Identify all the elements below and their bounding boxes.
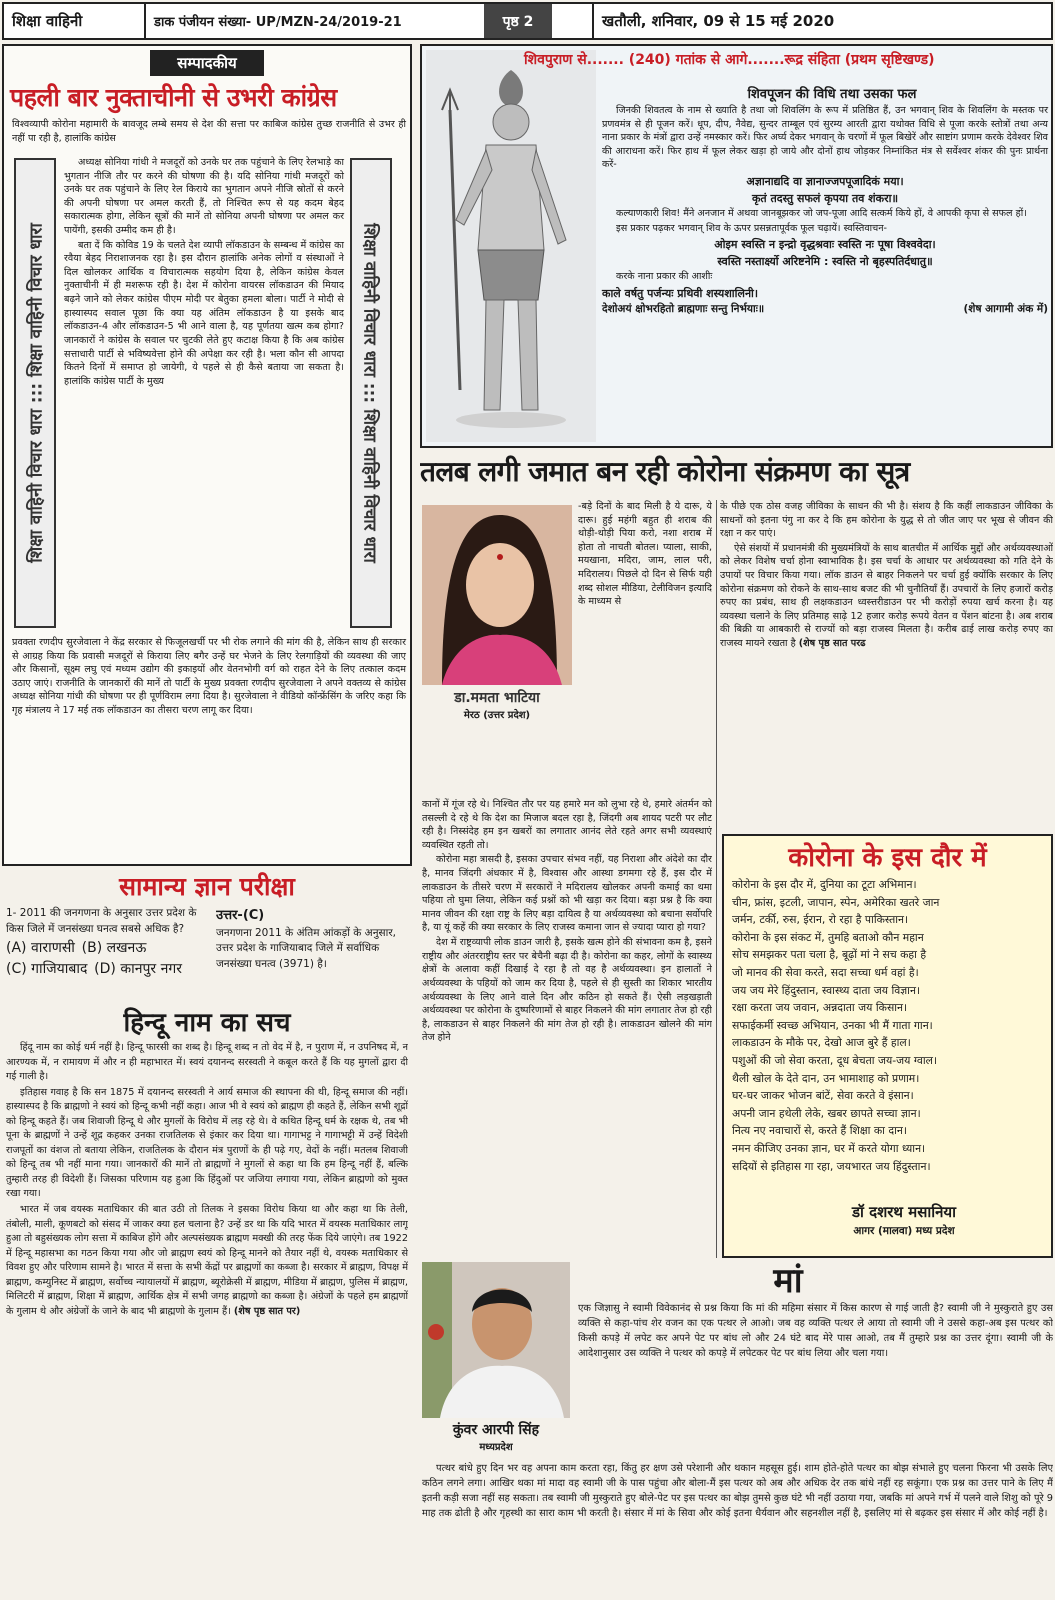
author-name: कुंवर आरपी सिंह xyxy=(452,1422,540,1438)
maa-article-paragraph: एक जिज्ञासु ने स्वामी विवेकानंद से प्रश्न किया कि मां की महिमा संसार में किस कारण से गाई जाती है? स्वामी जी ने मुस्कुराते हुए उस व्यक्ति से कहा-पांच शेर वजन का एक पत्थर ले आओ। जब वह व्यक्ति पत्थर ले आया तो स्वामी जी ने उससे कहा-अब इस पत्थर को किसी कपड़े में लपेट कर अपने पेट पर बांध लो और 24 घंटे बाद मेरे पास आओ, तब मैं तुम्हारे प्रश्न का उत्तर दूंगा। स्वामी जी के आदेशानुसार उस व्यक्ति ने पत्थर को कपड़े में लपेटकर पेट पर बांध लिया और चला गया। xyxy=(578,1303,1053,1359)
shiv-closing-line xyxy=(602,302,1048,317)
author-place: मेरठ (उत्तर प्रदेश) xyxy=(463,710,531,721)
vertical-banner-right xyxy=(350,158,392,628)
date-line: खतौली, शनिवार, 09 से 15 मई 2020 xyxy=(602,12,835,30)
gk-option: (D) कानपुर नगर xyxy=(94,960,182,977)
poem-line: कोरोना के इस संकट में, तुमहि बताओ कौन महान xyxy=(732,930,924,944)
article-paragraph: पत्थर बांधे हुए दिन भर वह अपना काम करता रहा, किंतु हर क्षण उसे परेशानी और थकान महसूस हुई। शाम होते-होते पत्थर का बोझ संभाले हुए चलना फिरना भी उसके लिए कठिन लगने लगा। आखिर थका मां मादा वह स्वामी जी के पास पहुंचा और बोला-मैं इस पत्थर को अब और अधिक देर तक बांधे नहीं रह सकूंगा। एक प्रश्न का उत्तर पाने के लिए मैं इतनी कड़ी सजा नहीं सह सकता। तब स्वामी जी मुस्कुराते हुए बोले-पेट पर इस पत्थर का बोझ तुमसे कुछ घंटे भी नहीं उठाया गया, जबकि मां अपने गर्भ में पलने वाले शिशु को पूरे 9 माह तक ढोती है और गृहस्थी का सारा काम भी करती है। संसार में मां के सिवा और कोई इतना धैर्यवान और सहनशील नहीं है, इसलिए मां से बढ़कर इस संसार में और कोई नहीं है। xyxy=(422,1463,1053,1519)
editorial-box xyxy=(2,44,412,866)
page-number: पृष्ठ 2 xyxy=(484,4,552,38)
mantra: स्वस्ति नस्तार्क्ष्यो अरिष्टनेमि : स्वस्ति नो बृहस्पतिर्दधातु॥ xyxy=(717,255,933,269)
poem-line: जो मानव की सेवा करते, सदा सच्चा धर्म वहां है। xyxy=(732,965,919,979)
masthead-bar xyxy=(2,2,1053,40)
poem-line: अपनी जान हथेली लेके, खबर छापते सच्चा ज्ञान। xyxy=(732,1106,921,1120)
main-headline: तलब लगी जमात बन रही कोरोना संक्रमण का सूत्र xyxy=(420,455,910,488)
gk-option: (C) गाजियाबाद xyxy=(6,960,88,977)
hindu-article-body xyxy=(6,1041,408,1597)
poem-line: सोच समझकर पता चला है, बूढ़ों मां ने सच कहा है xyxy=(732,948,927,962)
mantra: कृतं तदस्तु सफलं कृपया तव शंकरा॥ xyxy=(751,192,899,206)
shiv-purana-body xyxy=(602,104,1048,444)
article-column xyxy=(422,798,712,1254)
banner-text: शिक्षा वाहिनी विचार धारा ::: शिक्षा वाहिनी विचार धारा xyxy=(26,223,47,563)
maa-article-paragraph xyxy=(422,1462,1053,1598)
column-divider xyxy=(716,500,717,1258)
gk-question-text: 1- 2011 की जनगणना के अनुसार उत्तर प्रदेश के किस जिले में जनसंख्या घनत्व सबसे अधिक है? xyxy=(6,907,197,935)
mantra: अज्ञानाद्यदि वा ज्ञानाज्जपपूजादिकं मया। xyxy=(746,175,904,189)
gk-answer-text: जनगणना 2011 के अंतिम आंकड़ों के अनुसार, उत्तर प्रदेश के गाजियाबाद जिले में सर्वाधिक जनसंख्या घनत्व (3971) है। xyxy=(216,926,396,970)
poem-author-place: आगर (मालवा) मध्य प्रदेश xyxy=(853,1225,955,1237)
editorial-paragraph: अध्यक्ष सोनिया गांधी ने मजदूरों को उनके घर तक पहुंचाने के लिए रेलभाड़े का भुगतान नीजि तौर पर करने की घोषणा की है। यदि सोनिया गांधी मजदूरों को उनके घर तक पहुंचाने के लिए रेल किराये का भुगतान अपने नीजि स्रोतों से करने की अपनी घोषणा पर अमल करती हैं, तो निश्चित रूप से यह कदम बेहद सकारात्मक होगा, लेकिन सूत्रों की मानें तो सोनिया अपनी घोषणा पर अमल कर पायेंगी, इसकी उम्मीद कम ही है। xyxy=(64,157,344,237)
poem-line: चीन, फ्रांस, इटली, जापान, स्पेन, अमेरिका खतरे जान xyxy=(732,895,940,909)
editorial-body xyxy=(64,156,344,634)
article-paragraph: के पीछे एक ठोस वजह जीविका के साधन की भी है। संशय है कि कहीं लाकडाउन जीविका के साधनों को इतना पंगु ना कर दे कि हम कोरोना के युद्ध से तो जीत जाए पर भूख से जीवन की रक्षा न कर पाएं। xyxy=(720,501,1053,540)
poem-line: सदियों से इतिहास गा रहा, जयभारत जय हिंदुस्तान। xyxy=(732,1159,931,1173)
vertical-banner-left xyxy=(14,158,56,628)
poem-line: घर-घर जाकर भोजन बांटें, सेवा करते वे इंसान। xyxy=(732,1089,914,1103)
gk-quiz-title: सामान्य ज्ञान परीक्षा xyxy=(119,872,295,901)
poem-line: नित्य नए नवाचारों से, करते हैं शिक्षा का दान। xyxy=(732,1124,907,1138)
shiv-purana-box xyxy=(420,44,1053,448)
article-paragraph xyxy=(720,542,1053,651)
editorial-paragraph: बता दें कि कोविड 19 के चलते देश व्यापी लॉकडाउन के सम्बन्ध में कांग्रेस का रवैया बेहद निराशाजनक रहा है। इस दौरान हालांकि अनेक लोगों व संस्थाओं ने दिल खोलकर आर्थिक व विचारात्मक सहयोग दिया है, लेकिन कांग्रेस केवल नुक्ताचीनी में ही मशरूफ रही है। देश में कोरोना वायरस लॉकडाउन की मियाद बढ़ने जाने को लेकर कांग्रेस पीएम मोदी पर बेतुका हमला बोला। पार्टी ने मोदी से हास्यास्पद सवाल पूछा कि क्या यह अंतिम लॉकडाउन है या इसके बाद लॉकडाउन-4 और लॉकडाउन-5 भी आने वाला है, यह पूर्णतया खत्म कब होगा? जानकारों ने कांग्रेस के सवाल पर चुटकी लेते हुए कटाक्ष किया है कि अब कांग्रेस सत्ताधारी पार्टी से भविष्यवेत्ता होने की अपेक्षा कर रही है। भला कौन सी आपदा कितने दिनों में समाप्त हो जायेगी, ये पहले से ही कैसे बताया जा सकता है। हालांकि कांग्रेस पार्टी के मुख्य xyxy=(64,239,344,387)
author-name: डा.ममता भाटिया xyxy=(454,690,540,706)
paragraph-text: भारत में जब वयस्क मताधिकार की बात उठी तो तिलक ने इसका विरोध किया था और कहा था कि तेली, तंबोली, माली, कूणबटो को संसद में जाकर क्या हल चलाना है? उन्हें डर था कि यदि भारत में वयस्क मताधिकार लागू हुआ तो बहुसंख्यक लोग सत्ता में काबिज होंगे और अल्पसंख्यक ब्राह्मण मक्खी की तरह फेंक दिये जाएंगे। तब 1922 में हिन्दू महासभा का गठन किया गया और जो ब्राह्मण स्वयं को हिन्दू मानने को तैयार नहीं थे, वयस्क मताधिकार से विवश हुए और परिणाम सामने है। भारत में सत्ता के सभी केंद्रों पर ब्राह्मणों का कब्जा है। सरकार में ब्राह्मण, विपक्ष में ब्राह्मण, कम्युनिस्ट में ब्राह्मण, सर्वोच्च न्यायालयों में ब्राह्मण, ब्यूरोक्रेसी में ब्राह्मण, मीडिया में ब्राह्मण, पुलिस में ब्राह्मण, मिलिटरी में ब्राह्मण, शिक्षा में ब्राह्मण, आर्थिक क्षेत्र में सभी जगह ब्राह्मणो का कब्जा है। अंग्रेजों के पहले हम ब्राह्मणों के गुलाम थे और अंग्रेजों के जाने के बाद भी ब्राह्मणो के गुलाम हैं। xyxy=(6,1204,408,1317)
poem-line: जर्मन, टर्की, रुस, ईरान, रो रहा है पाकिस्तान। xyxy=(732,913,909,927)
author-byline xyxy=(422,1420,570,1453)
editorial-headline: पहली बार नुक्ताचीनी से उभरी कांग्रेस xyxy=(10,83,337,112)
gk-answer xyxy=(216,906,410,1002)
article-column xyxy=(720,500,1053,830)
mantra: ओइम स्वस्ति न इन्द्रो वृद्धश्रवाः स्वस्ति नः पूषा विश्ववेदा। xyxy=(714,238,936,252)
author-place: मध्यप्रदेश xyxy=(479,1442,513,1453)
editorial-badge: सम्पादकीय xyxy=(150,50,264,76)
editorial-intro: विश्वव्यापी कोरोना महामारी के बावजूद लम्बे समय से देश की सत्ता पर काबिज कांग्रेस तुच्छ राजनीति से उभर ही नहीं पा रही है, हालांकि कांग्रेस xyxy=(12,119,406,144)
mantra: काले वर्षतु पर्जन्यः प्रथिवी शस्यशालिनी। xyxy=(602,287,759,301)
gk-answer-label: उत्तर-(C) xyxy=(216,908,265,923)
gk-option: (A) वाराणसी xyxy=(6,939,75,956)
poem-title: कोरोना के इस दौर में xyxy=(788,843,987,873)
article-paragraph: कोरोना महा त्रासदी है, इसका उपचार संभव नहीं, यह निराशा और अंदेशे का दौर है, मानव जिंदगी अंधकार में है, विश्वास और आस्था डगमगा रहे हैं, इस दौर में लाकडाउन के तीसरे चरण में सरकारों ने मदिरालय खोलकर अपनी कमाई का थमा पहिया तो घुमा लिया, लेकिन कई प्रश्नों को भी खड़ा कर दिया। बड़ा प्रश्न है कि क्या मानव जीवन की रक्षा राष्ट्र के लिए बड़ा दायित्व है या अर्थव्यवस्था को बचाना सर्वोपरि है, या यूं कहें की क्या सरकार के लिए राजस्व कमाना जान से ज्यादा प्यारा हो गया? xyxy=(422,854,712,934)
poem-box xyxy=(722,834,1053,1258)
registration-number: डाक पंजीयन संख्या- UP/MZN-24/2019-21 xyxy=(154,15,402,30)
continued-note: (शेष पृष्ठ सात पर) xyxy=(233,1305,301,1317)
article-paragraph: देश में राष्ट्रव्यापी लोक डाउन जारी है, इसके खत्म होने की संभावना कम है, इसने राष्ट्रीय और अंतरराष्ट्रीय स्तर पर बेचैनी बढ़ा दी है। कोरोना का कहर, लोगों के स्वास्थ्य क्षेत्रों के अलावा कहीं दिखाई दे रहा है तो वह है अर्थव्यवस्था। इन हालातों ने अर्थव्यवस्था के पहियों को जाम कर दिया है, पहले से ही सुस्ती का शिकार भारतीय अर्थव्यवस्था के लिए आने वाले दिन और कठिन हो सकते हैं। ऐसी लड़खड़ाती अर्थव्यवस्था पर कोरोना के दुष्परिणामों से बाहर निकलने की मांग लगातार तेज हो रही है, लाकडाउन से बाहर निकलने की मांग तेज हो रही है। लाकडाउन खोलने की मांग तेज होने xyxy=(422,937,712,1044)
author-photo-icon xyxy=(422,1262,570,1418)
shiv-paragraph: कल्याणकारी शिव! मैंने अनजान में अथवा जानबूझकर जो जप-पूजा आदि सत्कर्म किये हों, वे आपकी कृपा से सफल हों। xyxy=(616,208,1027,220)
author-photo-icon xyxy=(422,505,572,685)
poem-author: डॉ दशरथ मसानिया xyxy=(851,1203,957,1221)
poem-line: रक्षा करता जय जवान, अन्नदाता जय किसान। xyxy=(732,1001,908,1015)
author-byline xyxy=(422,688,572,721)
maa-article-title: मां xyxy=(773,1261,803,1300)
article-paragraph: हिंदू नाम का कोई धर्म नहीं है। हिन्दू फारसी का शब्द है। हिन्दू शब्द न तो वेद में है, न पुराण में, न उपनिषद में, न आरण्यक में, न रामायण में और न ही महाभारत में। स्वयं दयानन्द सरस्वती ने कबूल करते हैं कि यह मुगलों द्वारा दी गई गाली है। xyxy=(6,1042,408,1083)
shiv-paragraph: करके नाना प्रकार की आशीः xyxy=(616,271,713,283)
paragraph-text: ऐसे संशयों में प्रधानमंत्री की मुख्यमंत्रियों के साथ बातचीत में आर्थिक मुद्दों और अर्थव्यवस्थाओं को लेकर विशेष चर्चा होना स्वाभाविक है। इस चर्चा के आधार पर अर्थव्यवस्था को गति देने के उपायों पर विचार किया गया। लॉक डाउन से बाहर निकलने पर चर्चा हुई क्योंकि सरकार के लिए कोरोना संक्रमण को रोकने के साथ-साथ बजट की भी चुनौतियाँ हैं। उपचारों के लिए हजारों करोड़ रुपए का प्रबंध, साथ ही लक्षकडाउन ध्वस्त्तरीडाउन पर भी करोड़ों रुपया खर्च करना है। यह व्यवस्था चलाने के लिए प्रतिमाह साढ़े 12 हजार करोड़ रूपये वेतन व पेंशन बांटना है। अब शराब की बिक्री या आबकारी से राज्यों को बड़ा राजस्व मिलता है। करीब ढाई लाख करोड़ रुपए का राजस्व मायने रखता है xyxy=(720,542,1053,650)
poem-line: जय जय मेरे हिंदुस्तान, स्वास्थ्य दाता जय विज्ञान। xyxy=(732,983,921,997)
article-paragraph: इतिहास गवाह है कि सन 1875 में दयानन्द सरस्वती ने आर्य समाज की स्थापना की थी, हिन्दू समाज की नहीं। हास्यास्पद है कि ब्राह्मणो ने स्वयं को हिन्दू कभी नहीं कहा। आज भी वे स्वयं को ब्राह्मण ही कहते हैं, लेकिन सभी शूद्रों को हिन्दू कहते हैं। जब शिवाजी हिन्दू थे और मुगलों के विरोध में लड़ रहे थे। वे कथित हिन्दू धर्म के रक्षक थे, तब भी पूना के ब्राह्मणों ने उन्हें शूद्र कहकर उनका राजतिलक से इंकार कर दिया था। गागाभट्ट ने गागाभट्टी में उन्हें विदेशी राजपूतों का वंशज तो बताया लेकिन, राजतिलक के दौरान मंत्र पुराणों के ही पढ़े गए, वेदों के नहीं। मतलब शिवाजी को हिन्दू तब भी नहीं माना गया। जानकारों की मानें तो ब्राह्मणों ने मुगलों से कहा था कि हम हिन्दू नहीं हैं, बल्कि तुम्हारी तरह ही विदेशी हैं। जिसका परिणाम यह हुआ कि हिंदुओं पर जजिया लगाया गया, लेकिन ब्राह्मणो को मुक्त रखा गया। xyxy=(6,1086,408,1200)
shiv-paragraph: जिनकी शिवतत्व के नाम से ख्याति है तथा जो शिवलिंग के रूप में प्रतिष्ठित हैं, उन भगवान् शिव के शिवलिंग के मस्तक पर प्रणवमंत्र से ही पूजन करें। धूप, दीप, नैवेद्य, सुन्दर ताम्बूल एवं सुरम्य आरती द्वारा यथोक्त विधि से पूजा करके स्तोत्रों तथा अन्य नाना प्रकार के मंत्रों द्वारा उन्हें नमस्कार करें। फिर अर्घ्य देकर भगवान् के चरणों में फूल बिखेरें और साष्टांग प्रणाम करके देवेश्वर शिव की आराधना करें। फिर हाथ में फूल लेकर खड़ा हो जाये और दोनों हाथ जोड़कर निम्नांकित मंत्र से सर्वेश्वर शंकर की पुनः प्रार्थना करें- xyxy=(602,105,1048,171)
poem-line: कोरोना के इस दौर में, दुनिया का टूटा अभिमान। xyxy=(732,878,917,891)
poem-line: लाकडाउन के मौके पर, देखो आज बुरे हैं हाल। xyxy=(732,1036,911,1050)
shiv-subheading: शिवपूजन की विधि तथा उसका फल xyxy=(747,87,917,102)
continued-note: (शेष पृष्ठ सात परढ xyxy=(798,638,866,650)
poem-line: थैली खोल के देते दान, उन भामाशाह को प्रणाम। xyxy=(732,1071,920,1085)
shiv-paragraph: इस प्रकार पढ़कर भगवान् शिव के ऊपर प्रसन्नतापूर्वक फूल चढ़ायें। स्वस्तिवाचन- xyxy=(616,222,888,234)
article-column: -बड़े दिनों के बाद मिली है ये दारू, ये दारू। हुई महंगी बहुत ही शराब की थोड़ी-थोड़ी पिया करो, नशा शराब में होता तो नाचती बोतल। प्याला, साकी, मयखाना, मदिरा, जाम, लाल परी, मदिरालय। पिछले दो दिन से सिर्फ यही शब्द सोशल मीडिया, टेलीविजन इत्यादि के माध्यम से xyxy=(578,501,712,608)
gk-question xyxy=(6,906,212,1002)
mantra: देशोअयं क्षोभरहितो ब्राह्मणाः सन्तु निर्भयाः॥ xyxy=(602,303,765,316)
gk-option: (B) लखनऊ xyxy=(81,939,147,956)
editorial-tail: प्रवक्ता रणदीप सुरजेवाला ने केंद्र सरकार से फिजूलखर्ची पर भी रोक लगाने की मांग की है, लेकिन साथ ही सरकार से आग्रह किया कि प्रवासी मजदूरों से किराया लिए बगैर उन्हें घर भेजने के लिए रेलगाड़ियों की व्यवस्था की जाए और किसानों, सूक्ष्म लघु एवं मध्यम उद्योग की इकाइयों और वेतनभोगी वर्ग को राहत देने के लिए तत्काल कदम उठाए जाएं। राजनीति के जानकारों की मानें तो पार्टी के मुख्य प्रवक्ता रणदीप सुरजेवाला ने अपने वक्तव्य से कांग्रेस अध्यक्ष सोनिया गांधी की घोषणा पर ही पूर्णविराम लगा दिया है। सुरजेवाला ने वीडियो कॉन्फ्रेंसिंग के जरिए कहा कि गृह मंत्रालय ने 17 मई तक लॉकडाउन का तीसरा चरण लागू कर दिया। xyxy=(12,637,406,717)
hindu-article-title: हिन्दू नाम का सच xyxy=(123,1008,291,1038)
poem-lines xyxy=(732,876,1048,1175)
shiv-purana-header: शिवपुराण से....... (240) गतांक से आगे.......रूद्र संहिता (प्रथम सृष्टिखण्ड) xyxy=(524,52,935,68)
poem-line: पशुओं की जो सेवा करता, दूध बेचता जय-जय ग्वाल। xyxy=(732,1053,938,1067)
paper-name: शिक्षा वाहिनी xyxy=(12,12,83,30)
banner-text: शिक्षा वाहिनी विचार धारा ::: शिक्षा वाहिनी विचार धारा xyxy=(359,223,380,563)
poem-line: सफाईकर्मी स्वच्छ अभियान, उनका भी मैं गाता गान। xyxy=(732,1018,933,1032)
poem-line: नमन कीजिए उनका ज्ञान, घर में करते योगा ध्यान। xyxy=(732,1141,926,1155)
article-paragraph: कानों में गूंज रहे थे। निश्चित तौर पर यह हमारे मन को लुभा रहे थे, हमारे अंतर्मन को तसल्ली दे रहे थे कि देश का मिजाज बदल रहा है, जिंदगी अब शायद पटरी पर लौट रही है। निस्संदेह हम इन खबरों का लगातार आनंद लेते रहते अगर सभी व्यवस्थाएं व्यवस्थित रहती तो। xyxy=(422,799,712,851)
continued-note: (शेष आगामी अंक में) xyxy=(963,303,1048,316)
article-paragraph xyxy=(6,1203,408,1319)
shiva-illustration-icon xyxy=(426,50,596,442)
